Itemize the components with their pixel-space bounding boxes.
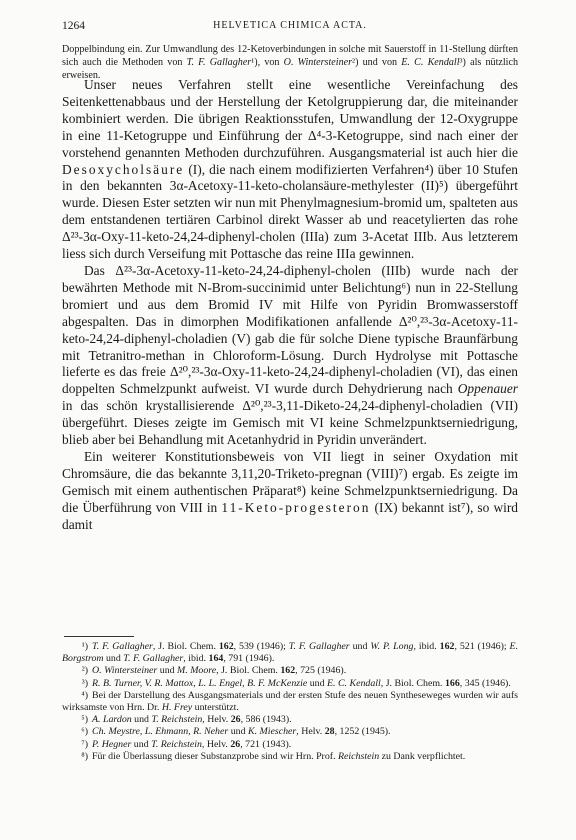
footnote-8: ⁸) Für die Überlassung dieser Substanzprobe sind wir Hrn. Prof. Reichstein zu Dank verpflichtet. — [81, 750, 466, 762]
paragraph-2: Das Δ²³-3α-Acetoxy-11-keto-24,24-diphenyl-cholen (IIIb) wurde nach der bewährten Methode mit N-Brom-succinimid unter Belichtung⁶) nun in 22-Stellung bromiert und aus dem Bromid IV mit Hilfe von Pyridin Bromwasserstoff abgespalten. Das in dimorphen Modifikationen anfallende Δ²⁰,²³-3α-Acetoxy-11-keto-24,24-diphenyl-choladien (V) gab die für solche Diene typische Braunfärbung mit Tetranitro-methan in Chloroform-Lösung. Durch Hydrolyse mit Pottasche lieferte es das freie Δ²⁰,²³-3α-Oxy-11-keto-24,24-diphenyl-choladien (VI), das einen doppelten Schmelzpunkt aufweist. VI wurde durch Dehydrierung nach Oppenauer in das schön krystallisierende Δ²⁰,²³-3,11-Diketo-24,24-diphenyl-choladien (VII) übergeführt. Dieses zeigte im Gemisch mit VI keine Schmelzpunktserniedrigung, blieb aber bei Behandlung mit Acetanhydrid in Pyridin unverändert. — [62, 262, 518, 448]
footnote-7: ⁷) P. Hegner und T. Reichstein, Helv. 26, 721 (1943). — [81, 738, 292, 750]
body-text — [62, 77, 518, 533]
paragraph-1: Unser neues Verfahren stellt eine wesentliche Vereinfachung des Seitenkettenabbaus und der Herstellung der Ketolgruppierung dar, die miteinander kombiniert werden. Die übrigen Reaktionsstufen, Umwandlung der 12-Oxygruppe in eine 11-Ketogruppe und Einführung der Δ⁴-3-Ketogruppe, sind nach einer der vorstehend genannten Methoden durchzuführen. Ausgangsmaterial ist auch hier die Desoxycholsäure (I), die nach einem modifizierten Verfahren⁴) über 10 Stufen in den bekannten 3α-Acetoxy-11-keto-cholansäure-methylester (II)⁵) übergeführt wurde. Diesen Ester setzten wir nun mit Phenylmagnesium-bromid um, spalteten aus dem entstandenen tertiären Carbinol direkt Wasser ab und reacetylierten das rohe Δ²³-3α-Oxy-11-keto-24,24-diphenyl-cholen (IIIa) zum 3-Acetat IIIb. Aus letzterem liess sich durch Verseifung mit Pottasche das reine IIIa gewinnen. — [62, 77, 518, 262]
intro-text: ¹), von — [251, 57, 280, 68]
footnote-5: ⁵) A. Lardon und T. Reichstein, Helv. 26, 586 (1943). — [81, 714, 292, 726]
author-citation: E. C. Kendall — [401, 57, 460, 68]
author-citation: O. Wintersteiner — [283, 57, 353, 68]
author-citation: Oppenauer — [457, 381, 518, 397]
footnote-3: ³) R. B. Turner, V. R. Mattox, L. L. Engel, B. F. McKenzie und E. C. Kendall, J. Biol. Chem. 166, 345 (1946). — [81, 677, 511, 689]
footnote-6: ⁶) Ch. Meystre, L. Ehmann, R. Neher und K. Miescher, Helv. 28, 1252 (1945). — [81, 726, 391, 738]
footnote-1: ¹) T. F. Gallagher, J. Biol. Chem. 162, 539 (1946); T. F. Gallagher und W. P. Long, ibid. 162, 521 (1946); E. Borgstrom und T. F. Gallagher, ibid. 164, 791 (1946). — [62, 641, 519, 665]
journal-title: HELVETICA CHIMICA ACTA. — [213, 20, 367, 31]
footnotes — [62, 636, 518, 763]
author-citation: T. F. Gallagher — [186, 57, 252, 68]
spaced-compound: 11-Keto-progesteron — [221, 499, 371, 515]
footnote-divider — [64, 636, 134, 637]
intro-text: Doppelbindung ein. Zur Umwandlung des 12-Ketoverbindungen in solche mit Sauerstoff in 11-Stellung dürften sich auch die Methoden von — [62, 44, 518, 68]
footnote-2: ²) O. Wintersteiner und M. Moore, J. Biol. Chem. 162, 725 (1946). — [81, 665, 347, 677]
page-number: 1264 — [62, 20, 85, 32]
intro-text: ²) und von — [352, 57, 398, 68]
footnote-4: ⁴) Bei der Darstellung des Ausgangsmaterials und der ersten Stufe des neuen Syntheseweges wurden wir aufs wirksamste von Hrn. Dr. H. Frey unterstützt. — [62, 689, 518, 714]
intro-text: ³) als nützlich erweisen. — [62, 57, 518, 81]
paragraph-3: Ein weiterer Konstitutionsbeweis von VII liegt in seiner Oxydation mit Chromsäure, die das bekannte 3,11,20-Triketo-pregnan (VIII)⁷) ergab. Es zeigte im Gemisch mit einem authentischen Präparat⁸) keine Schmelzpunktserniedrigung. Da die Überführung von VIII in 11-Keto-progesteron (IX) bekannt ist⁷), so wird damit — [62, 448, 518, 532]
spaced-compound: Desoxycholsäure — [62, 161, 185, 177]
